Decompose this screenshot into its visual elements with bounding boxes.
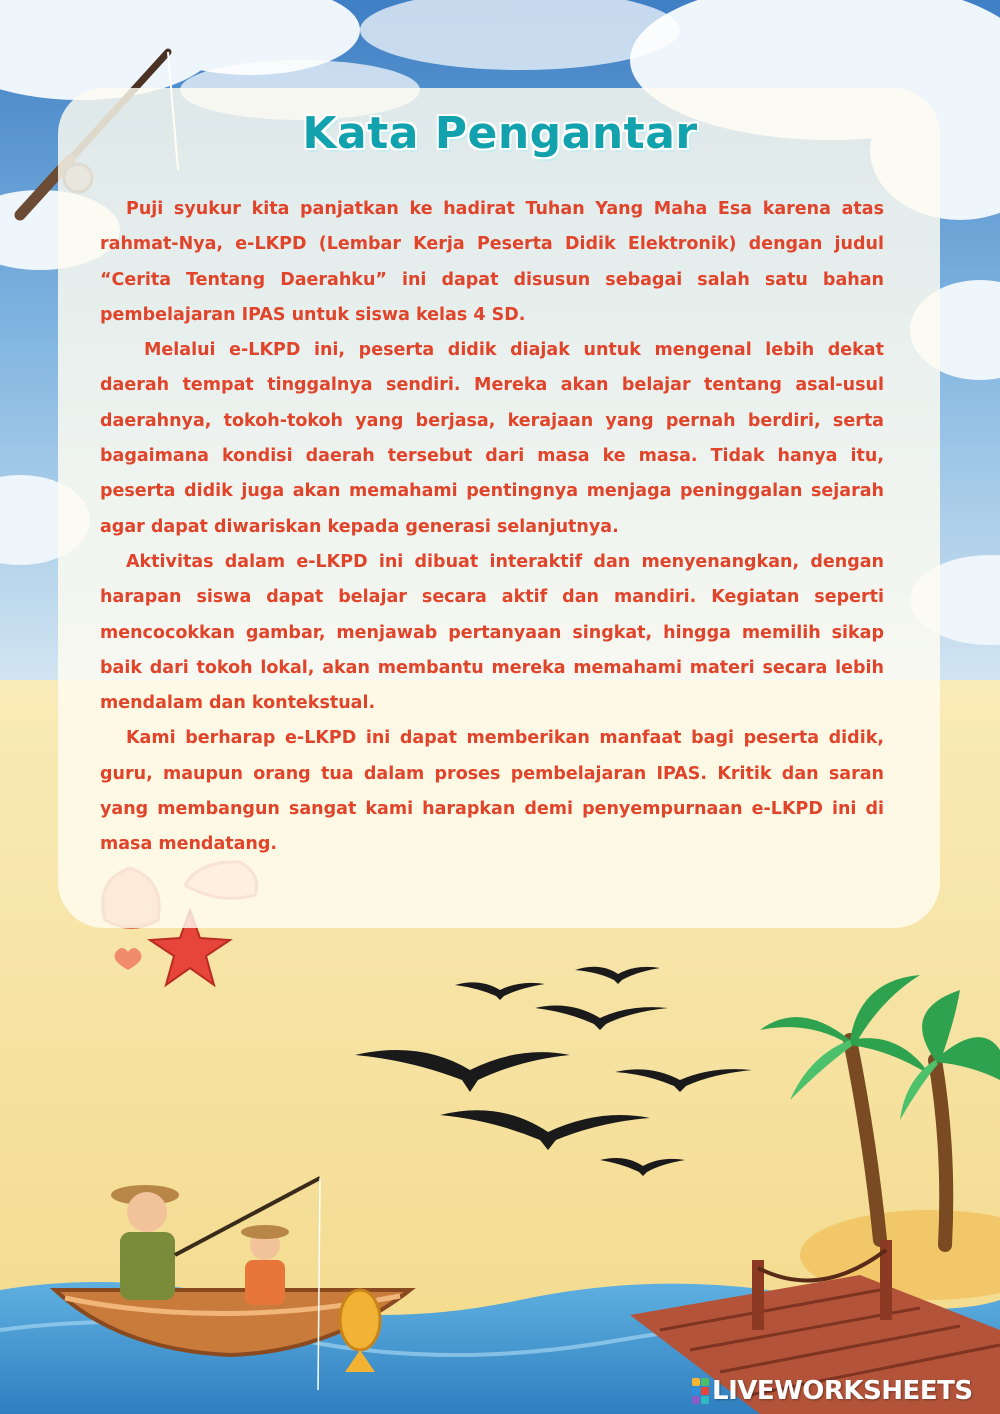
watermark-text: LIVEWORKSHEETS [712,1376,973,1406]
paragraph-1: Puji syukur kita panjatkan ke hadirat Tuhan Yang Maha Esa karena atas rahmat-Nya, e-LKPD (Lembar Kerja Peserta Didik Elektronik) dengan judul “Cerita Tentang Daerahku” ini dapat disusun sebagai salah satu bahan pembelajaran IPAS untuk siswa kelas 4 SD. [100,199,884,325]
liveworksheets-logo-icon [692,1378,710,1404]
paragraph-3: Aktivitas dalam e-LKPD ini dibuat interaktif dan menyenangkan, dengan harapan siswa dapat belajar secara aktif dan mandiri. Kegiatan seperti mencocokkan gambar, menjawab pertanyaan singkat, hingga memilih sikap baik dari tokoh lokal, akan membantu mereka memahami materi secara lebih mendalam dan kontekstual. [100,551,884,714]
liveworksheets-logo [692,1374,973,1408]
foreword-body [100,192,884,863]
paragraph-2: Melalui e-LKPD ini, peserta didik diajak untuk mengenal lebih dekat daerah tempat tinggalnya sendiri. Mereka akan belajar tentang asal-usul daerahnya, tokoh-tokoh yang berjasa, kerajaan yang pernah berdiri, serta bagaimana kondisi daerah tersebut dari masa ke masa. Tidak hanya itu, peserta didik juga akan memahami pentingnya menjaga peninggalan sejarah agar dapat diwariskan kepada generasi selanjutnya. [100,340,884,537]
paragraph-4: Kami berharap e-LKPD ini dapat memberikan manfaat bagi peserta didik, guru, maupun orang tua dalam proses pembelajaran IPAS. Kritik dan saran yang membangun sangat kami harapkan demi penyempurnaan e-LKPD ini di masa mendatang. [100,728,884,855]
page-title: Kata Pengantar [302,108,698,159]
